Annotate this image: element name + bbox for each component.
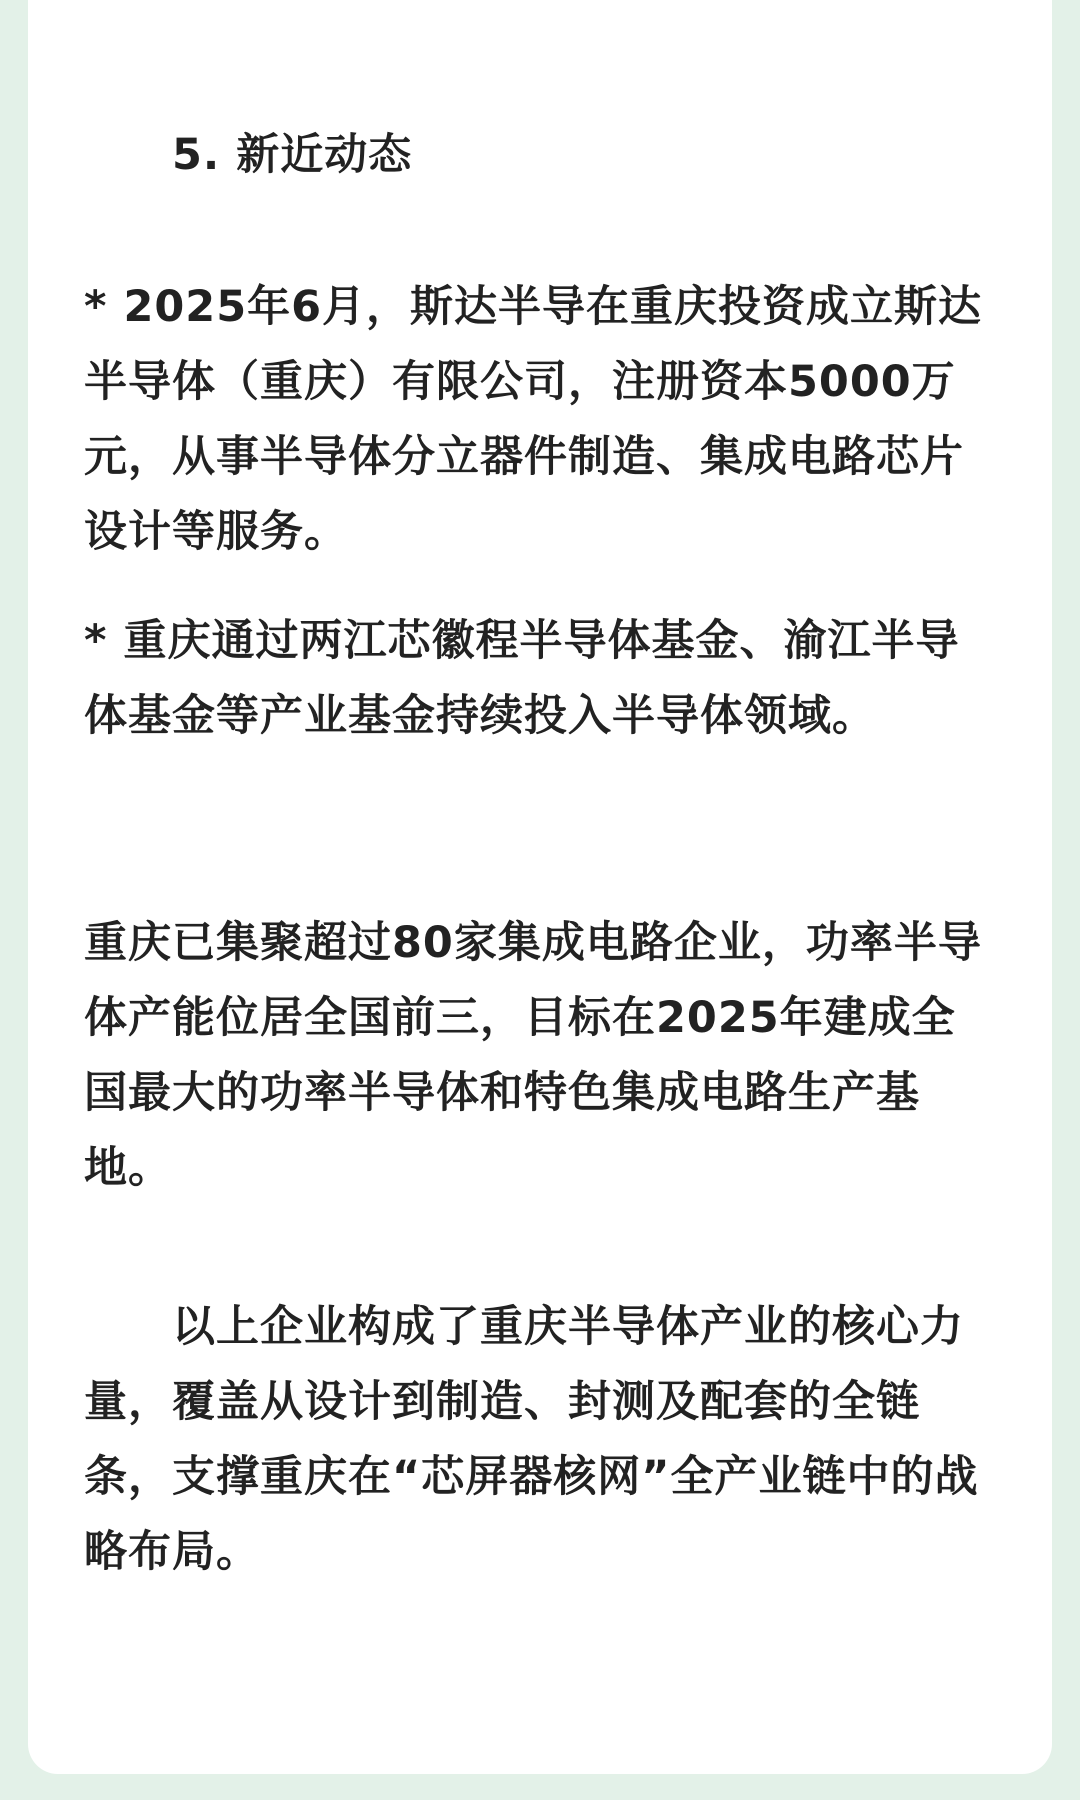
conclusion-paragraph: 以上企业构成了重庆半导体产业的核心力量，覆盖从设计到制造、封测及配套的全链条，支撑重庆在“芯屏器核网”全产业链中的战略布局。 (84, 1302, 979, 1577)
document-page (28, 0, 1052, 1774)
footer-band (0, 1774, 1080, 1800)
bullet-item: * 重庆通过两江芯徽程半导体基金、渝江半导体基金等产业基金持续投入半导体领域。 (84, 616, 960, 741)
summary-paragraph: 重庆已集聚超过80家集成电路企业，功率半导体产能位居全国前三，目标在2025年建成全国最大的功率半导体和特色集成电路生产基地。 (84, 918, 982, 1193)
section-heading: 5. 新近动态 (172, 130, 413, 180)
bullet-item: * 2025年6月，斯达半导在重庆投资成立斯达半导体（重庆）有限公司，注册资本5000万元，从事半导体分立器件制造、集成电路芯片设计等服务。 (84, 282, 983, 557)
